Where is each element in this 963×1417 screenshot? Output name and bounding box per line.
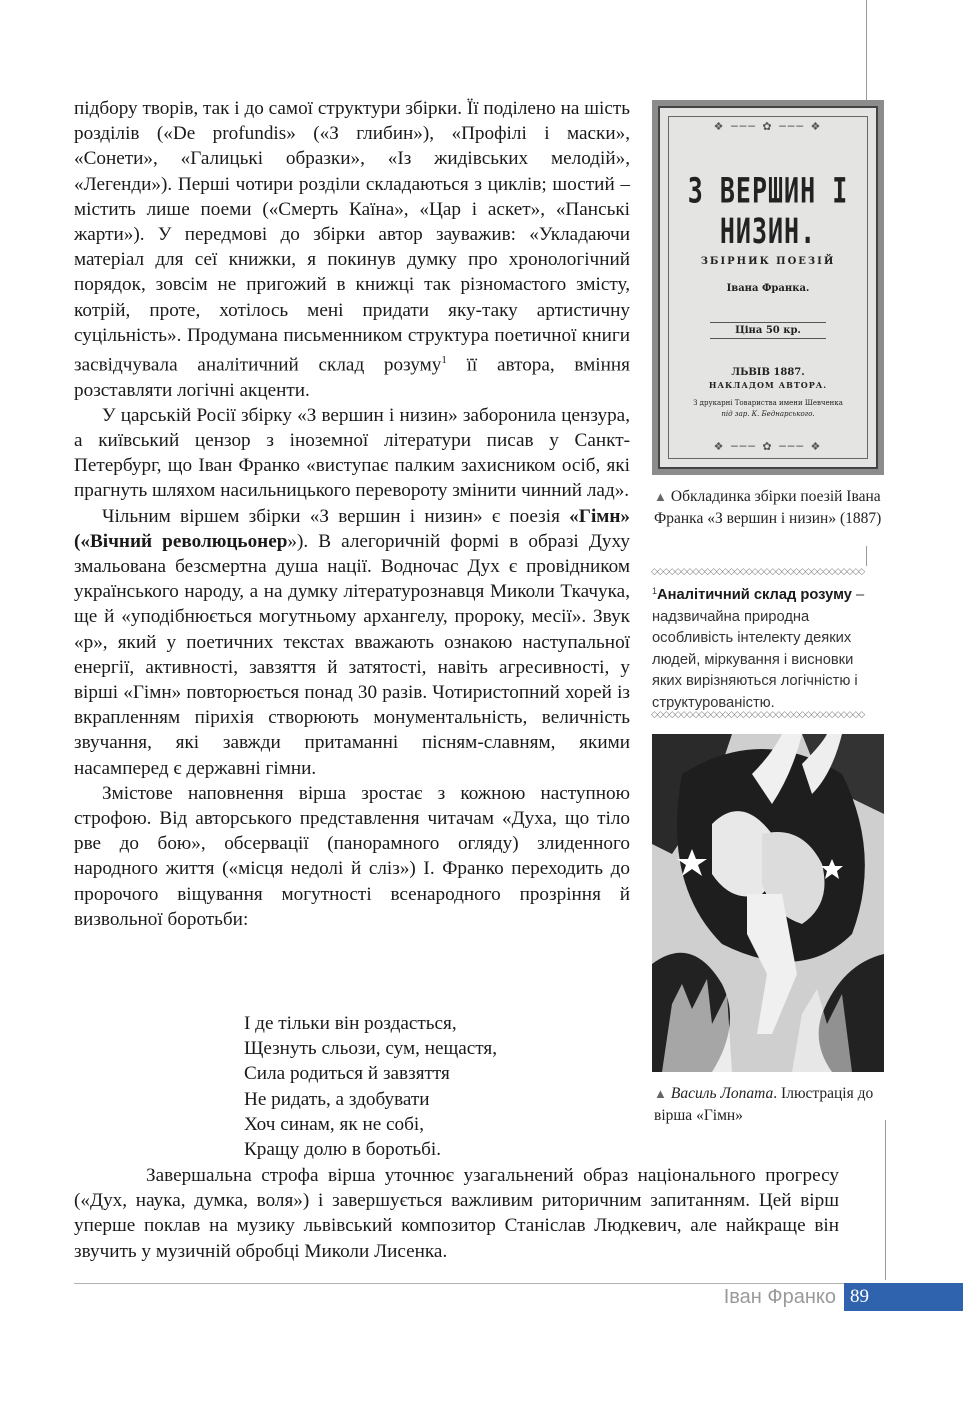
right-margin-line xyxy=(885,1120,886,1280)
poem-line: Хоч синам, як не собі, xyxy=(244,1113,425,1135)
cover-printer: З друкарні Товариства имени Шевченка xyxy=(693,399,843,407)
right-margin-line xyxy=(866,0,867,100)
footnote: $^1$Аналітичний склад розуму – надзвичайна природна особливість інтелекту деяких людей, міркування і висновки яких вирізняються логічністю і структурованістю. xyxy=(652,586,865,711)
hymn-illustration xyxy=(652,734,884,1072)
footer-rule xyxy=(74,1283,844,1284)
paragraph: У царській Росії збірку «З вершин і низин» заборонила цензура, а київський цензор з іноземної літератури писав у Санкт-Петербург, що Іван Франко «виступає палким захисником осіб, які прагнуть шляхом насильницького перевороту змінити чинний лад». xyxy=(74,404,630,502)
cover-caption: ▲ Обкладинка збірки поезій Івана Франка «З вершин і низин» (1887) xyxy=(654,488,882,527)
poem-line: І де тільки він роздасться, xyxy=(244,1013,457,1034)
cover-title: З ВЕРШИН І НИЗИН. xyxy=(687,170,849,252)
poem-line: Сила родиться й завзяття xyxy=(244,1063,450,1085)
poem-line: Не ридать, а здобувати xyxy=(244,1088,430,1110)
cover-page xyxy=(658,106,878,469)
triangle-icon: ▲ xyxy=(654,489,667,504)
diamond-divider: ◇◇◇◇◇◇◇◇◇◇◇◇◇◇◇◇◇◇◇◇◇◇◇◇◇◇◇◇◇◇◇◇◇◇◇◇ xyxy=(651,566,865,576)
cover-city: ЛЬВІВ 1887. xyxy=(731,367,805,378)
paragraph: Чільним віршем збірки «З вершин і низин» є поезія «Гімн» («Вічний революцьонер»). В алегоричній формі в образі Духу змальована безсмертна душа нації. Водночас Дух є провідником українського народу, а на думку літературознавця Миколи Ткачука, ще й «уподібнюється могутньому архангелу, пророку, месії». Звук «р», який у поетичних текстах вважають ознакою наступальної енергії, активності, завзяття й затятості, навіть агресивності, у вірші «Гімн» повторюється понад 30 разів. Чотиристопний хорей із вкрапленням пірихія створюють монументальність, величність звучання, які завжди притаманні пісням-славням, якими насамперед є державні гімни. xyxy=(74,505,630,779)
footnote-term: Аналітичний склад розуму xyxy=(657,587,852,603)
paragraph: Змістове наповнення вірша зростає з кожною наступною строфою. Від авторського представлення читачам «Духа, що тіло рве до бою», обсервації (панорамного огляду) злиденного народного життя («місця недолі й сліз») І. Франко переходить до пророчого віщування могутності всенародного прозріння й визвольної боротьби: xyxy=(74,782,630,930)
page-number: 89 xyxy=(844,1283,963,1311)
poem-line: Щезнуть сльози, сум, нещастя, xyxy=(244,1038,498,1060)
cover-printer: під зар. К. Беднарського. xyxy=(721,410,815,418)
main-text xyxy=(74,96,630,932)
ornament-icon: ❖ ─── ✿ ─── ❖ xyxy=(713,120,823,133)
cover-publisher: НАКЛАДОМ АВТОРА. xyxy=(708,380,828,390)
paragraph: Завершальна строфа вірша уточнює узагальнений образ національного прогресу («Дух, наука, думка, воля») і завершується важливим риторичним запитанням. Цей вірш уперше поклав на музику львівський композитор Станіслав Людкевич, але найкраще він звучить у музичній обробці Миколи Лисенка. xyxy=(74,1165,839,1262)
ornament-icon: ❖ ─── ✿ ─── ❖ xyxy=(713,440,823,453)
running-title: Іван Франко xyxy=(723,1286,836,1308)
poem-line: Кращу долю в боротьбі. xyxy=(244,1139,442,1161)
poem-quote xyxy=(244,1011,497,1162)
final-text xyxy=(74,1163,839,1264)
book-cover-image xyxy=(652,100,884,475)
cover-author: Івана Франка. xyxy=(726,283,810,294)
cover-price: Ціна 50 кр. xyxy=(710,322,826,339)
right-margin-line xyxy=(866,546,867,566)
triangle-icon: ▲ xyxy=(654,1086,667,1101)
diamond-divider: ◇◇◇◇◇◇◇◇◇◇◇◇◇◇◇◇◇◇◇◇◇◇◇◇◇◇◇◇◇◇◇◇◇◇◇◇ xyxy=(651,709,865,719)
paragraph: підбору творів, так і до самої структури збірки. Її поділено на шість розділів («De profundis» («З глибин»), «Профілі і маски», «Сонети», «Галицькі образки», «Із жидівських мелодій», «Легенди»). Перші чотири розділи складаються з циклів; шостий – містить лише поеми («Смерть Каїна», «Цар і аскет», «Панські жарти»). У передмові до збірки автор зауважив: «Укладаючи матеріал для сеї книжки, я покинув думку про хронологічний порядок, зовсім не пригожий в книжці так різномастого змісту, котрій, проте, хотілось мені придати яку-таку артистичну суцільність». Продумана письменником структура поетичної книги засвідчувала аналітичний склад розуму$^1$ її автора, вміння розставляти логічні акценти. xyxy=(74,98,630,401)
illustration-caption: ▲ Василь Лопата. Ілюстрація до вірша «Гімн» xyxy=(654,1085,874,1124)
cover-subtitle: ЗБІРНИК ПОЕЗІЙ xyxy=(700,256,836,267)
